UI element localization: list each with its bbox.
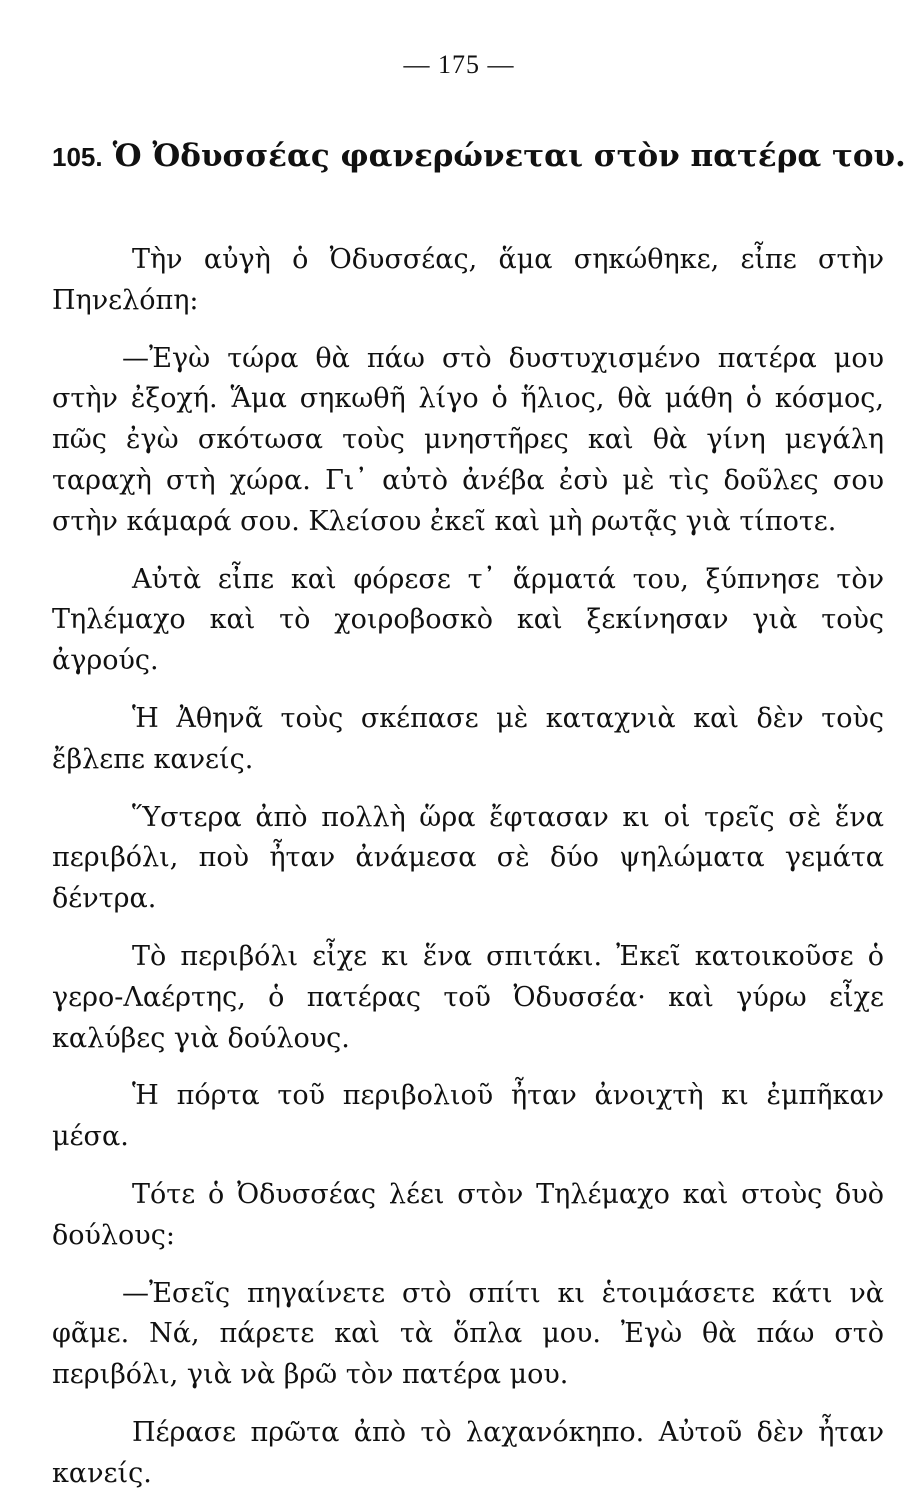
- paragraph: Πέρασε πρῶτα ἀπὸ τὸ λαχανόκηπο. Αὐτοῦ δὲν ἦταν κανείς.: [52, 1416, 884, 1489]
- paragraph: Τὸ περιβόλι εἶχε κι ἕνα σπιτάκι. Ἐκεῖ κατοικοῦσε ὁ γερο-Λαέρτης, ὁ πατέρας τοῦ Ὀδυσσέα· καὶ γύρω εἶχε καλύβες γιὰ δούλους.: [52, 940, 884, 1054]
- page-number: — 175 —: [403, 50, 515, 79]
- paragraph: Αὐτὰ εἶπε καὶ φόρεσε τ᾽ ἅρματά του, ξύπνησε τὸν Τηλέμαχο καὶ τὸ χοιροβοσκὸ καὶ ξεκίνησαν γιὰ τοὺς ἀγρούς.: [52, 563, 884, 677]
- chapter-heading: [52, 138, 906, 174]
- chapter-body: [52, 240, 884, 1512]
- paragraph: —Ἐσεῖς πηγαίνετε στὸ σπίτι κι ἑτοιμάσετε κάτι νὰ φᾶμε. Νά, πάρετε καὶ τὰ ὅπλα μου. Ἐγὼ θὰ πάω στὸ περιβόλι, γιὰ νὰ βρῶ τὸν πατέρα μου.: [52, 1277, 884, 1391]
- paragraph: Τὴν αὐγὴ ὁ Ὀδυσσέας, ἅμα σηκώθηκε, εἶπε στὴν Πηνελόπη:: [52, 244, 884, 316]
- paragraph: Ἡ πόρτα τοῦ περιβολιοῦ ἦταν ἀνοιχτὴ κι ἐμπῆκαν μέσα.: [52, 1080, 884, 1153]
- paragraph: Ὕστερα ἀπὸ πολλὴ ὥρα ἔφτασαν κι οἱ τρεῖς σὲ ἕνα περιβόλι, ποὺ ἦταν ἀνάμεσα σὲ δύο ψηλώματα γεμάτα δέντρα.: [52, 801, 884, 915]
- paragraph: Τότε ὁ Ὀδυσσέας λέει στὸν Τηλέμαχο καὶ στοὺς δυὸ δούλους:: [52, 1178, 884, 1251]
- chapter-title: Ὁ Ὀδυσσέας φανερώνεται στὸν πατέρα του.: [112, 138, 906, 174]
- chapter-number: 105.: [52, 142, 103, 172]
- paragraph: —Ἐγὼ τώρα θὰ πάω στὸ δυστυχισμένο πατέρα μου στὴν ἐξοχή. Ἅμα σηκωθῆ λίγο ὁ ἥλιος, θὰ μάθη ὁ κόσμος, πῶς ἐγὼ σκότωσα τοὺς μνηστῆρες καὶ θὰ γίνη μεγάλη ταραχὴ στὴ χώρα. Γι᾽ αὐτὸ ἀνέβα ἐσὺ μὲ τὶς δοῦλες σου στὴν κάμαρά σου. Κλείσου ἐκεῖ καὶ μὴ ρωτᾷς γιὰ τίποτε.: [52, 342, 884, 537]
- paragraph: Ἡ Ἀθηνᾶ τοὺς σκέπασε μὲ καταχνιὰ καὶ δὲν τοὺς ἔβλεπε κανείς.: [52, 702, 884, 775]
